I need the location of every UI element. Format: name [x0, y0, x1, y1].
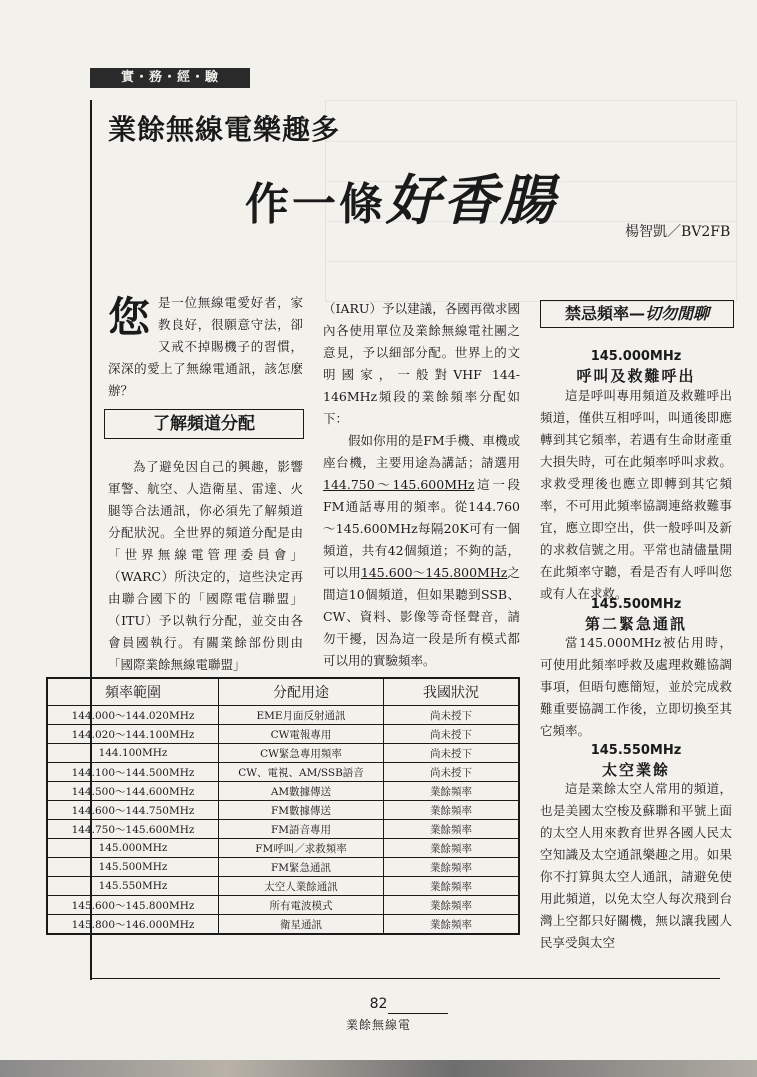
article-title: 業餘無線電樂趣多 — [108, 113, 341, 146]
header-usage: 分配用途 — [219, 678, 384, 706]
footer-rule — [388, 1013, 448, 1014]
freq-text-emergency: 當145.000MHz被佔用時，可使用此頻率呼救及處理救難協調事項，但晤句應簡短，並於完成救難重要協調工作後，立即切換至其它頻率。 — [540, 635, 732, 738]
magazine-name: 業餘無線電 — [345, 1018, 411, 1032]
freq-heading-emergency: 145.500MHz 第二緊急通訊 — [584, 597, 687, 633]
table-row: 145.550MHz 太空人業餘通訊 業餘頻率 — [47, 877, 519, 896]
article-subtitle — [245, 158, 557, 235]
iaru-paragraph: （IARU）予以建議，各國再徵求國內各使用單位及業餘無線電社團之意見，予以細部分配。世界上的文明國家，一般對VHF 144-146MHz頻段的業餘頻率分配如下： — [323, 301, 520, 426]
forbidden-frequencies-heading: 禁忌頻率—切勿閒聊 — [540, 300, 734, 328]
author-byline: 楊智凱／BV2FB — [625, 224, 731, 240]
table-row: 145.600～145.800MHz 所有電波模式 業餘頻率 — [47, 896, 519, 915]
table-row: 144.750～145.600MHz FM語音專用 業餘頻率 — [47, 820, 519, 839]
freq-text-calling: 這是呼叫專用頻道及救難呼出頻道，僅供互相呼叫，叫通後即應轉到其它頻率，若遇有生命財產重大損失時，可在此頻率呼叫求救。求救受理後也應立即轉到其它頻率，不可用此頻率協調連絡救難事宜，應立即空出，供一般呼叫及新的求救信號之用。平常也請儘量開在此頻率守聽，看是否有人呼叫您或有人在求救。 — [540, 388, 732, 601]
frame-horizontal-rule — [90, 978, 720, 979]
page-number: 82 — [369, 996, 388, 1012]
fm-band-range: 144.750～145.600MHz — [323, 477, 475, 492]
freq-heading-calling: 145.000MHz 呼叫及救難呼出 — [576, 349, 696, 385]
table-row: 144.500～144.600MHz AM數據傳送 業餘頻率 — [47, 782, 519, 801]
scan-edge-strip — [0, 1060, 757, 1077]
table-row: 144.020～144.100MHz CW電報專用 尚未授下 — [47, 725, 519, 744]
channel-allocation-paragraph: 為了避免因自己的興趣，影響軍警、航空、人造衛星、雷達、火腿等合法通訊，你必須先了解頻道分配狀況。全世界的頻道分配是由「世界無線電管理委員會」（WARC）所決定的，這些決定再由聯合國下的「國際電信聯盟」（ITU）予以執行分配，並交由各會員國執行。有關業餘部份則由「國際業餘無線電聯盟」 — [108, 459, 303, 672]
table-row: 145.800～146.000MHz 衛星通訊 業餘頻率 — [47, 915, 519, 935]
column-two — [323, 298, 520, 672]
frequency-allocation-table — [46, 677, 520, 935]
experimental-band-range: 145.600～145.800MHz — [360, 565, 508, 580]
subtitle-part-a: 作一條 — [245, 179, 386, 230]
table-row: 144.100MHz CW緊急專用頻率 尚未授下 — [47, 744, 519, 763]
subtitle-part-b: 好香腸 — [386, 169, 557, 232]
fm-usage-paragraph: 假如你用的是FM手機、車機或座台機，主要用途為講話；請選用144.750～145.600MHz這一段FM通話專用的頻率。從144.760～145.600MHz每隔20K可有一個頻道，共有42個頻道；不夠的話，可以用145.600～145.800MHz之間這10個頻道，但如果聽到SSB、CW、資料、影像等奇怪聲音，請勿干擾，因為這一段是所有模式都可以用的實驗頻率。 — [323, 433, 520, 668]
table-row: 144.600～144.750MHz FM數據傳送 業餘頻率 — [47, 801, 519, 820]
intro-text: 是一位無線電愛好者，家教良好，很願意守法，卻又戒不掉賜機子的習慣，深深的愛上了無線電通訊，該怎麼辦？ — [108, 295, 303, 398]
table-row: 145.000MHz FM呼叫／求救頻率 業餘頻率 — [47, 839, 519, 858]
intro-paragraph — [108, 292, 303, 402]
table-row: 144.000～144.020MHz EME月面反射通訊 尚未授下 — [47, 706, 519, 725]
section-tag: 實・務・經・驗 — [90, 68, 250, 88]
section-heading-channel-allocation: 了解頻道分配 — [104, 409, 304, 439]
header-status: 我國狀況 — [384, 678, 520, 706]
table-header-row — [47, 678, 519, 706]
freq-text-space: 這是業餘太空人常用的頻道，也是美國太空梭及蘇聯和平號上面的太空人用來教育世界各國人民太空知識及太空通訊樂趣之用。如果你不打算與太空人通訊，請避免使用此頻道，以免太空人每次飛到台灣上空都只好關機，無以讓我國人民享受與太空 — [540, 781, 732, 950]
header-freq-range: 頻率範圍 — [47, 678, 219, 706]
freq-heading-space: 145.550MHz 太空業餘 — [590, 743, 682, 779]
table-row: 144.100～144.500MHz CW、電視、AM/SSB語音 尚未授下 — [47, 763, 519, 782]
table-row: 145.500MHz FM緊急通訊 業餘頻率 — [47, 858, 519, 877]
drop-cap: 您 — [108, 293, 151, 342]
